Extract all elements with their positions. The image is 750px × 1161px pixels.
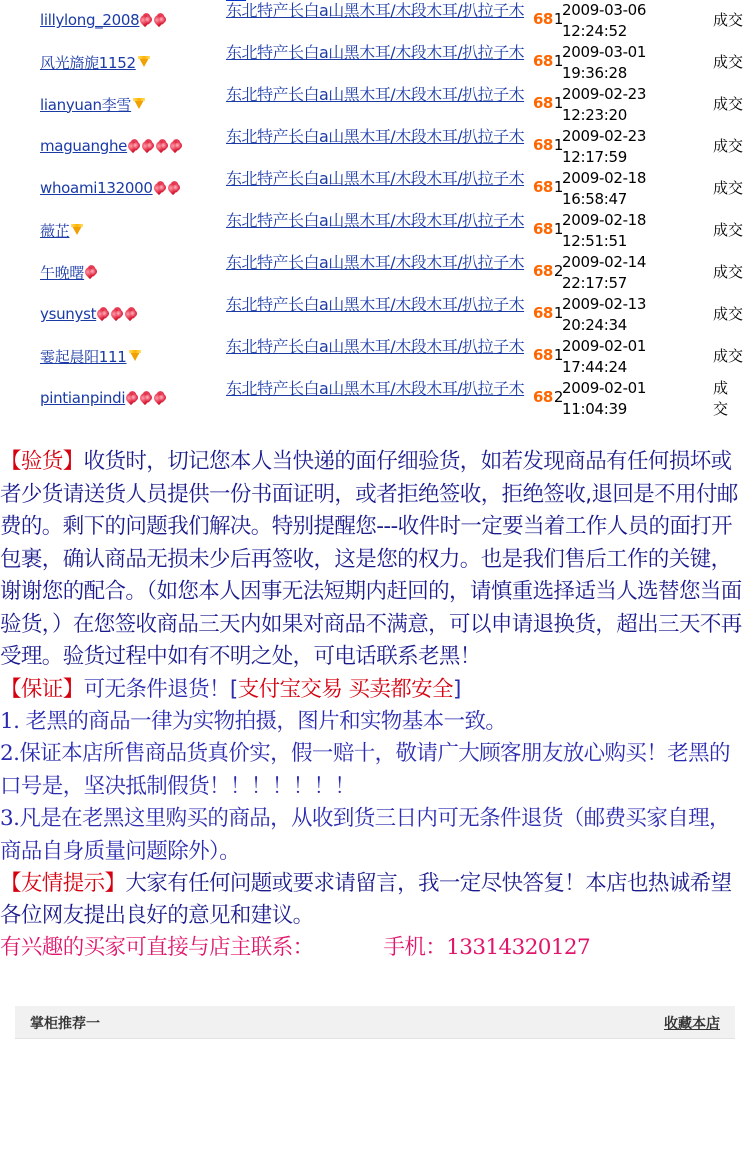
item-3-text: 凡是在老黑这里购买的商品，从收到货三日内可无条件退货（邮费买家自理，商品自身质量问题除外）。 — [0, 806, 730, 864]
deal-status: 成交 — [713, 379, 729, 418]
deal-time: 17:44:24 — [562, 358, 627, 376]
deal-datetime — [562, 336, 646, 378]
credit-badges — [97, 308, 139, 320]
deal-datetime — [562, 42, 646, 84]
table-row — [0, 294, 750, 336]
credit-badges — [137, 56, 150, 68]
price-cell — [533, 178, 563, 196]
deal-time: 11:04:39 — [562, 400, 627, 418]
alipay-safe-text: 支付宝交易 买卖都安全 — [237, 676, 453, 702]
deal-time: 12:17:59 — [562, 148, 627, 166]
deal-time: 19:36:28 — [562, 64, 627, 82]
deal-time: 16:58:47 — [562, 190, 627, 208]
deal-date: 2009-02-01 — [562, 379, 647, 397]
deal-datetime — [562, 378, 646, 420]
buyer-name-link[interactable]: pintianpindi — [40, 389, 126, 407]
buyer-cell — [40, 345, 141, 367]
deal-status: 成交 — [713, 53, 744, 71]
diamond-icon — [70, 224, 83, 236]
deal-date: 2009-02-01 — [562, 337, 647, 355]
price-cell — [533, 94, 563, 112]
deal-date: 2009-02-18 — [562, 169, 647, 187]
heart-icon — [125, 308, 138, 320]
heart-icon — [140, 392, 153, 404]
table-row — [0, 336, 750, 378]
quantity-value: 1 — [553, 94, 563, 112]
credit-badges — [128, 350, 141, 362]
deal-time: 12:51:51 — [562, 232, 627, 250]
contact-line — [0, 932, 750, 964]
quantity-value: 1 — [553, 220, 563, 238]
item-title-link[interactable]: 东北特产长白a山黑木耳/木段木耳/扒拉子木 — [226, 127, 525, 146]
deal-status: 成交 — [713, 347, 744, 365]
price-cell — [533, 10, 563, 28]
item-1-text: 老黑的商品一律为实物拍摄，图片和实物基本一致。 — [19, 708, 507, 734]
item-title-link[interactable]: 东北特产长白a山黑木耳/木段木耳/扒拉子木 — [226, 211, 525, 230]
quantity-value: 2 — [553, 262, 563, 280]
buyer-name-link[interactable]: 风光旖旎1152 — [40, 53, 136, 72]
guarantee-text: 可无条件退货！ — [83, 676, 230, 702]
tip-text: 大家有任何问题或要求请留言，我一定尽快答复！本店也热诚希望各位网友提出良好的意见和建议。 — [0, 871, 732, 928]
price-value: 68 — [533, 10, 553, 28]
table-row — [0, 42, 750, 84]
credit-badges — [126, 392, 168, 404]
quantity-value: 1 — [553, 10, 563, 28]
table-row — [0, 0, 750, 42]
price-value: 68 — [533, 388, 553, 406]
price-cell — [533, 262, 563, 280]
deal-datetime — [562, 294, 646, 336]
deal-time: 12:24:52 — [562, 22, 627, 40]
credit-badges — [154, 182, 182, 194]
heart-icon — [126, 392, 139, 404]
item-3-number: 3. — [0, 806, 20, 831]
price-value: 68 — [533, 220, 553, 238]
heart-icon — [156, 140, 169, 152]
credit-badges — [140, 14, 168, 26]
heart-icon — [97, 308, 110, 320]
item-1-number: 1. — [0, 708, 20, 734]
shop-notes — [0, 446, 750, 964]
quantity-value: 2 — [553, 388, 563, 406]
table-row — [0, 84, 750, 126]
buyer-cell — [40, 219, 83, 241]
deal-time: 12:23:20 — [562, 106, 627, 124]
heart-icon — [170, 140, 183, 152]
price-cell — [533, 52, 563, 70]
deal-date: 2009-02-23 — [562, 127, 647, 145]
table-row — [0, 210, 750, 252]
credit-badges — [85, 266, 99, 278]
deal-status: 成交 — [713, 179, 744, 197]
buyer-name-link[interactable]: 霎起晨阳111 — [40, 347, 127, 366]
phone-label: 手机： — [383, 935, 447, 960]
quantity-value: 1 — [553, 136, 563, 154]
heart-icon — [128, 140, 141, 152]
price-value: 68 — [533, 178, 553, 196]
guarantee-bracket-open: [ — [229, 676, 238, 702]
deal-time: 20:24:34 — [562, 316, 627, 334]
deal-datetime — [562, 126, 646, 168]
buyer-name-link[interactable]: lianyuan李雪 — [40, 95, 132, 114]
inspection-text: 收货时，切记您本人当快递的面仔细验货，如若发现商品有任何损坏或者少货请送货人员提供一份书面证明，或者拒绝签收，拒绝签收,退回是不用付邮费的。剩下的问题我们解决。特别提醒您---收件时一定要当着工作人员的面打开包裹，确认商品无损未少后再签收，这是您的权力。也是我们售后工作的关键，谢谢您的配合。（如您本人因事无法短期内赶回的，请慎重选择适当人选替您当面验货，）在您签收商品三天内如果对商品不满意，可以申请退换货，超出三天不再受理。验货过程中如有不明之处，可电话联系老黑！ — [0, 449, 742, 669]
credit-badges — [128, 140, 184, 152]
deal-status: 成交 — [713, 11, 744, 29]
deal-status: 成交 — [713, 221, 744, 239]
price-cell — [533, 304, 563, 322]
buyer-name-link[interactable]: whoami132000 — [40, 179, 153, 197]
guarantee-item-2 — [0, 738, 750, 803]
buyer-cell — [40, 387, 168, 409]
deal-date: 2009-02-14 — [562, 253, 647, 271]
deal-status: 成交 — [713, 95, 744, 113]
guarantee-item-3 — [0, 803, 750, 868]
heart-icon — [140, 14, 153, 26]
quantity-value: 1 — [553, 304, 563, 322]
price-value: 68 — [533, 346, 553, 364]
item-title-link[interactable]: 东北特产长白a山黑木耳/木段木耳/扒拉子木 — [226, 1, 525, 20]
price-value: 68 — [533, 262, 553, 280]
price-cell — [533, 136, 563, 154]
table-row — [0, 252, 750, 294]
phone-number: 13314320127 — [446, 935, 591, 960]
inspection-tag: 【验货】 — [0, 449, 84, 474]
buyer-cell — [40, 135, 184, 157]
item-title-link[interactable]: 东北特产长白a山黑木耳/木段木耳/扒拉子木 — [226, 43, 525, 62]
price-value: 68 — [533, 52, 553, 70]
deal-time: 22:17:57 — [562, 274, 627, 292]
buyer-name-link[interactable]: 午晚曙 — [40, 263, 85, 282]
table-row — [0, 168, 750, 210]
credit-badges — [132, 98, 145, 110]
deal-datetime — [562, 252, 646, 294]
buyer-name-link[interactable]: lillylong_2008 — [40, 11, 140, 29]
heart-icon — [85, 266, 98, 278]
price-cell — [533, 220, 563, 238]
deal-datetime — [562, 210, 646, 252]
recommend-title: 掌柜推荐一 — [30, 1016, 100, 1032]
deal-date: 2009-02-13 — [562, 295, 647, 313]
deal-status: 成交 — [713, 305, 744, 323]
guarantee-line — [0, 674, 750, 706]
tip-tag: 【友情提示】 — [0, 871, 126, 896]
deal-datetime — [562, 84, 646, 126]
deal-date: 2009-02-23 — [562, 85, 647, 103]
item-title-link[interactable]: 东北特产长白a山黑木耳/木段木耳/扒拉子木 — [226, 253, 525, 272]
buyer-cell — [40, 261, 99, 283]
heart-icon — [111, 308, 124, 320]
quantity-value: 1 — [553, 346, 563, 364]
item-title-link[interactable]: 东北特产长白a山黑木耳/木段木耳/扒拉子木 — [226, 169, 525, 188]
item-2-number: 2. — [0, 741, 20, 766]
buyer-name-link[interactable]: maguanghe — [40, 137, 128, 155]
item-title-link[interactable]: 东北特产长白a山黑木耳/木段木耳/扒拉子木 — [226, 295, 525, 314]
buyer-cell — [40, 303, 139, 325]
item-2-text: 保证本店所售商品货真价实，假一赔十，敬请广大顾客朋友放心购买！老黑的口号是，坚决抵制假货！！！！！！！ — [0, 741, 730, 799]
deal-date: 2009-03-01 — [562, 43, 647, 61]
quantity-value: 1 — [553, 178, 563, 196]
price-cell — [533, 388, 563, 406]
diamond-icon — [132, 98, 145, 110]
quantity-value: 1 — [553, 52, 563, 70]
price-cell — [533, 346, 563, 364]
diamond-icon — [128, 350, 141, 362]
deal-date: 2009-02-18 — [562, 211, 647, 229]
buyer-cell — [40, 177, 182, 199]
diamond-icon — [137, 56, 150, 68]
deal-status: 成交 — [713, 263, 744, 281]
deal-date: 2009-03-06 — [562, 1, 647, 19]
table-row — [0, 378, 750, 420]
heart-icon — [154, 392, 167, 404]
buyer-name-link[interactable]: ysunyst — [40, 305, 97, 323]
friendly-tip — [0, 868, 750, 932]
guarantee-bracket-close: ] — [452, 676, 461, 702]
buyer-name-link[interactable]: 薇芷 — [40, 221, 70, 240]
item-title-link[interactable]: 东北特产长白a山黑木耳/木段木耳/扒拉子木 — [226, 85, 525, 104]
guarantee-item-1 — [0, 706, 750, 739]
favorite-shop-link[interactable]: 收藏本店 — [664, 1016, 720, 1032]
buyer-cell — [40, 51, 150, 73]
price-value: 68 — [533, 304, 553, 322]
buyer-cell — [40, 9, 168, 31]
heart-icon — [142, 140, 155, 152]
deal-status: 成交 — [713, 137, 744, 155]
price-value: 68 — [533, 136, 553, 154]
shopkeeper-recommend-bar — [15, 1006, 735, 1039]
table-row — [0, 126, 750, 168]
credit-badges — [70, 224, 83, 236]
guarantee-tag: 【保证】 — [0, 676, 84, 702]
deal-datetime — [562, 0, 646, 42]
inspection-paragraph — [0, 446, 750, 674]
price-value: 68 — [533, 94, 553, 112]
buyer-cell — [40, 93, 145, 115]
item-title-link[interactable]: 东北特产长白a山黑木耳/木段木耳/扒拉子木 — [226, 337, 525, 356]
heart-icon — [154, 14, 167, 26]
heart-icon — [168, 182, 181, 194]
contact-text: 有兴趣的买家可直接与店主联系： — [0, 935, 314, 960]
heart-icon — [154, 182, 167, 194]
deal-datetime — [562, 168, 646, 210]
item-title-link[interactable]: 东北特产长白a山黑木耳/木段木耳/扒拉子木 — [226, 379, 525, 398]
